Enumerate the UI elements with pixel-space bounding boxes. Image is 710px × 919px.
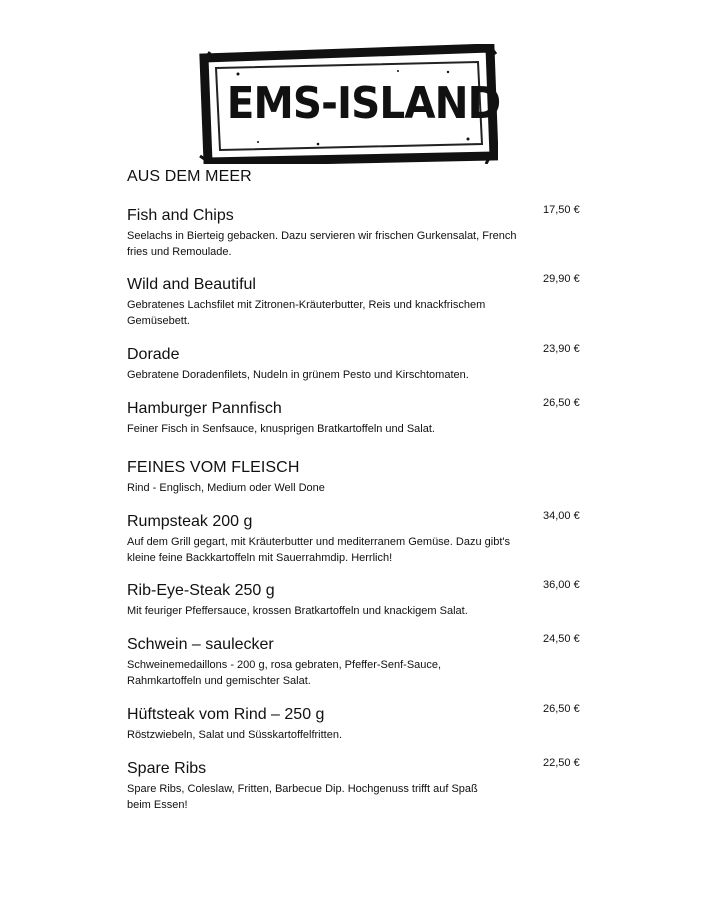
menu-item-dorade bbox=[127, 345, 597, 383]
item-price: 24,50 € bbox=[543, 633, 580, 645]
section-title-meer: AUS DEM MEER bbox=[127, 168, 252, 185]
menu-item-schwein bbox=[127, 635, 597, 689]
item-description: Feiner Fisch in Senfsauce, knusprigen Bratkartoffeln und Salat. bbox=[127, 423, 435, 435]
menu-item-rumpsteak bbox=[127, 512, 597, 566]
item-name: Schwein – saulecker bbox=[127, 636, 274, 653]
item-description: Spare Ribs, Coleslaw, Fritten, Barbecue Dip. Hochgenuss trifft auf Spaß beim Essen! bbox=[127, 783, 478, 811]
item-description: Gebratene Doradenfilets, Nudeln in grünem Pesto und Kirschtomaten. bbox=[127, 369, 469, 381]
menu-item-spare-ribs bbox=[127, 759, 597, 813]
menu-item-hamburger-pannfisch bbox=[127, 399, 597, 437]
menu-item-fish-and-chips bbox=[127, 206, 597, 260]
item-price: 36,00 € bbox=[543, 579, 580, 591]
menu-item-rib-eye-steak bbox=[127, 581, 597, 619]
item-description: Röstzwiebeln, Salat und Süsskartoffelfritten. bbox=[127, 729, 343, 741]
menu-item-wild-and-beautiful bbox=[127, 275, 597, 329]
item-name: Dorade bbox=[127, 346, 180, 363]
item-price: 26,50 € bbox=[543, 397, 580, 409]
item-price: 29,90 € bbox=[543, 273, 580, 285]
item-description: Mit feuriger Pfeffersauce, krossen Bratkartoffeln und knackigem Salat. bbox=[127, 605, 468, 617]
item-name: Hüftsteak vom Rind – 250 g bbox=[127, 706, 325, 723]
logo-text: EMS-ISLAND bbox=[226, 78, 501, 129]
item-price: 22,50 € bbox=[543, 757, 580, 769]
item-name: Wild and Beautiful bbox=[127, 276, 256, 293]
item-price: 17,50 € bbox=[543, 204, 580, 216]
item-price: 34,00 € bbox=[543, 510, 580, 522]
item-name: Rumpsteak 200 g bbox=[127, 513, 253, 530]
item-description: Auf dem Grill gegart, mit Kräuterbutter und mediterranem Gemüse. Dazu gibt's kleine feine Backkartoffeln mit Sauerrahmdip. Herrlich! bbox=[127, 536, 510, 564]
item-description: Seelachs in Bierteig gebacken. Dazu servieren wir frischen Gurkensalat, French fries und Remoulade. bbox=[127, 230, 517, 258]
item-description: Gebratenes Lachsfilet mit Zitronen-Kräuterbutter, Reis und knackfrischem Gemüsebett. bbox=[127, 299, 486, 327]
item-description: Schweinemedaillons - 200 g, rosa gebraten, Pfeffer-Senf-Sauce, Rahmkartoffeln und gemischter Salat. bbox=[127, 659, 442, 687]
item-price: 23,90 € bbox=[543, 343, 580, 355]
item-name: Fish and Chips bbox=[127, 207, 234, 224]
item-name: Hamburger Pannfisch bbox=[127, 400, 282, 417]
menu-item-hueftsteak bbox=[127, 705, 597, 743]
item-price: 26,50 € bbox=[543, 703, 580, 715]
section-note-fleisch: Rind - Englisch, Medium oder Well Done bbox=[127, 482, 325, 494]
ems-island-logo bbox=[198, 44, 501, 164]
item-name: Rib-Eye-Steak 250 g bbox=[127, 582, 275, 599]
section-title-fleisch: FEINES VOM FLEISCH bbox=[127, 459, 300, 476]
item-name: Spare Ribs bbox=[127, 760, 207, 777]
